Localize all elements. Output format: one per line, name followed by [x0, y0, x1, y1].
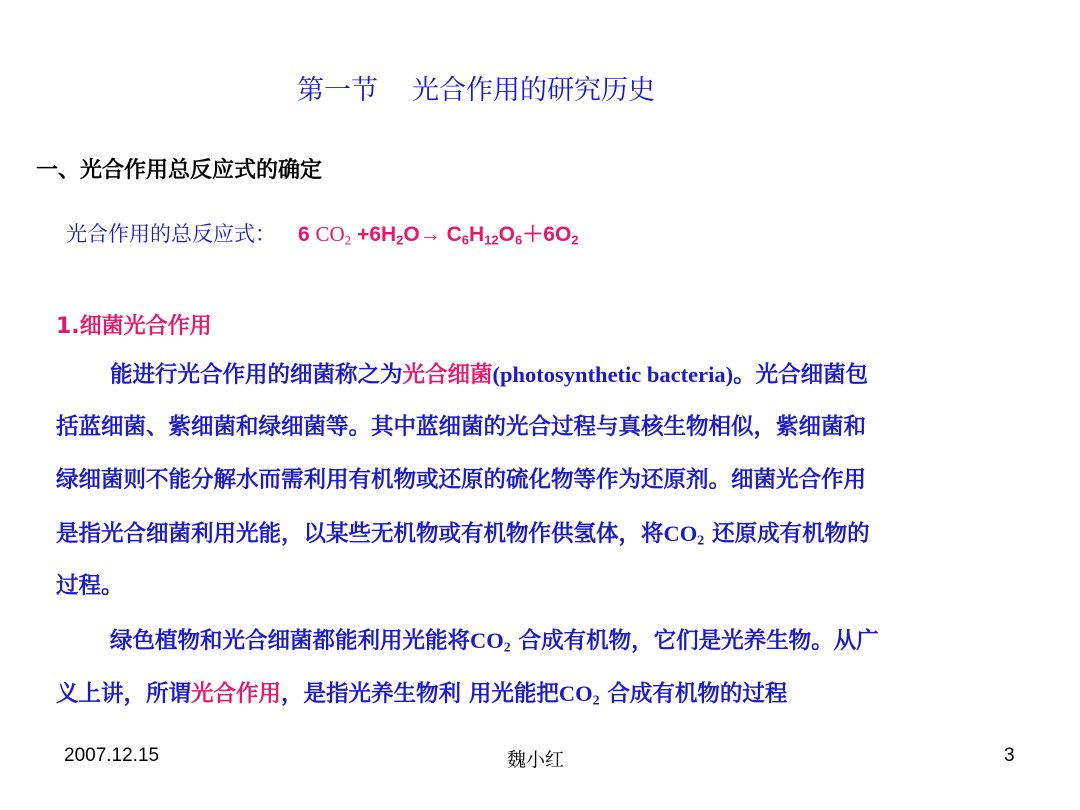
paragraph-bacteria	[56, 348, 870, 613]
reaction-formula	[66, 218, 579, 248]
paragraph-line: 能进行光合作用的细菌称之为光合细菌(photosynthetic bacteria)。光合细菌包	[110, 362, 869, 388]
subsection-heading: 1.细菌光合作用	[56, 314, 212, 339]
paragraph-line: 义上讲，所谓光合作用，是指光养生物利 用光能把$CO_2$ 合成有机物的过程	[56, 681, 788, 709]
paragraph-photosynthesis-definition	[56, 614, 879, 720]
highlight-term: 光合细菌	[402, 362, 493, 388]
paragraph-line: 绿细菌则不能分解水而需利用有机物或还原的硫化物等作为还原剂。细菌光合作用	[56, 467, 867, 493]
paragraph-line: 是指光合细菌利用光能，以某些无机物或有机物作供氢体，将$CO_2$ 还原成有机物的	[56, 521, 870, 549]
highlight-term: 光合作用	[191, 681, 282, 707]
footer-author: 魏小红	[507, 749, 565, 771]
paragraph-line: 绿色植物和光合细菌都能利用光能将$CO_2$ 合成有机物，它们是光养生物。从广	[110, 628, 879, 656]
formula-label: 光合作用的总反应式：	[66, 222, 276, 246]
page-title	[297, 68, 655, 107]
paragraph-line: 过程。	[56, 573, 124, 599]
footer-date: 2007.12.15	[64, 745, 160, 766]
title-part2: 光合作用的研究历史	[412, 75, 655, 106]
page-number: 3	[1004, 745, 1015, 766]
paragraph-line: 括蓝细菌、紫细菌和绿细菌等。其中蓝细菌的光合过程与真核生物相似，紫细菌和	[56, 414, 867, 440]
section-heading: 一、光合作用总反应式的确定	[36, 158, 323, 183]
title-part1: 第一节	[297, 75, 378, 106]
formula-expression: 6 $CO_2 +6H_2O\to C_6H_{12}O_6+6O_2$	[298, 222, 579, 248]
